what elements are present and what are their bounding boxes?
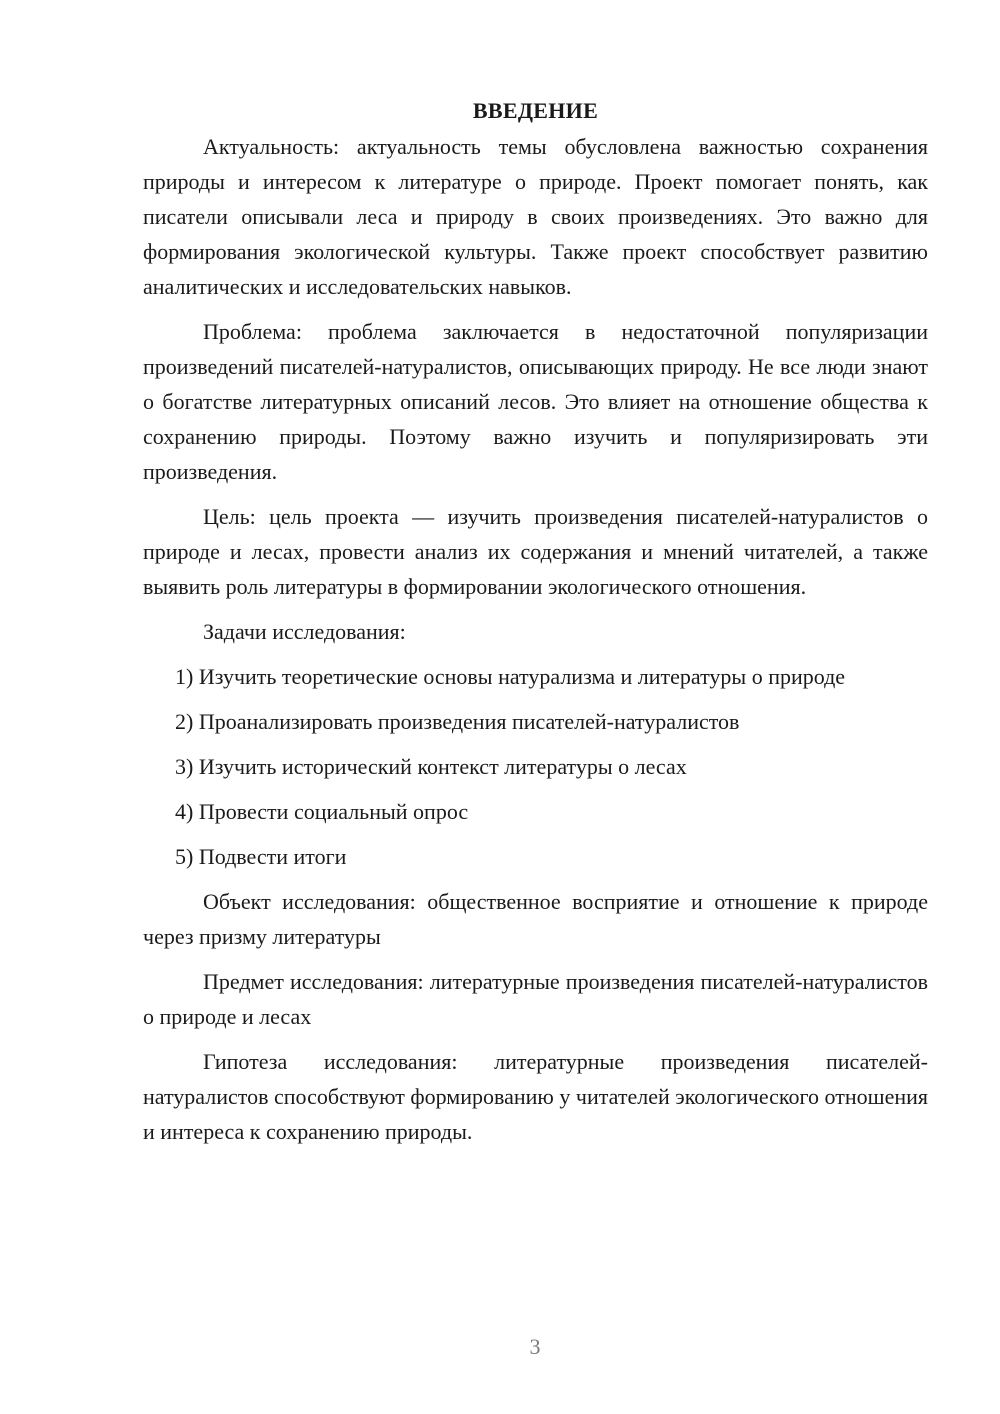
subject-paragraph: Предмет исследования: литературные произведения писателей-натуралистов о природе и лесах <box>143 969 928 1029</box>
task-item: 2) Проанализировать произведения писателей-натуралистов <box>175 709 740 734</box>
task-item: 4) Провести социальный опрос <box>175 799 469 824</box>
task-item: 5) Подвести итоги <box>175 844 347 869</box>
document-page <box>143 94 928 1159</box>
task-item: 1) Изучить теоретические основы натурализма и литературы о природе <box>175 664 846 689</box>
hypothesis-paragraph: Гипотеза исследования: литературные произведения писателей-натуралистов способствуют формированию у читателей экологического отношения и интереса к сохранению природы. <box>143 1049 928 1144</box>
section-title: ВВЕДЕНИЕ <box>472 98 599 123</box>
task-item: 3) Изучить исторический контекст литературы о лесах <box>175 754 687 779</box>
problem-paragraph: Проблема: проблема заключается в недостаточной популяризации произведений писателей-натуралистов, описывающих природу. Не все люди знают о богатстве литературных описаний лесов. Это влияет на отношение общества к сохранению природы. Поэтому важно изучить и популяризировать эти произведения. <box>143 319 928 484</box>
relevance-paragraph: Актуальность: актуальность темы обусловлена важностью сохранения природы и интересом к литературе о природе. Проект помогает понять, как писатели описывали леса и природу в своих произведениях. Это важно для формирования экологической культуры. Также проект способствует развитию аналитических и исследовательских навыков. <box>143 134 928 299</box>
page-number: 3 <box>529 1334 541 1359</box>
object-paragraph: Объект исследования: общественное восприятие и отношение к природе через призму литературы <box>143 889 928 949</box>
goal-paragraph: Цель: цель проекта — изучить произведения писателей-натуралистов о природе и лесах, провести анализ их содержания и мнений читателей, а также выявить роль литературы в формировании экологического отношения. <box>143 504 928 599</box>
tasks-heading: Задачи исследования: <box>203 619 406 644</box>
